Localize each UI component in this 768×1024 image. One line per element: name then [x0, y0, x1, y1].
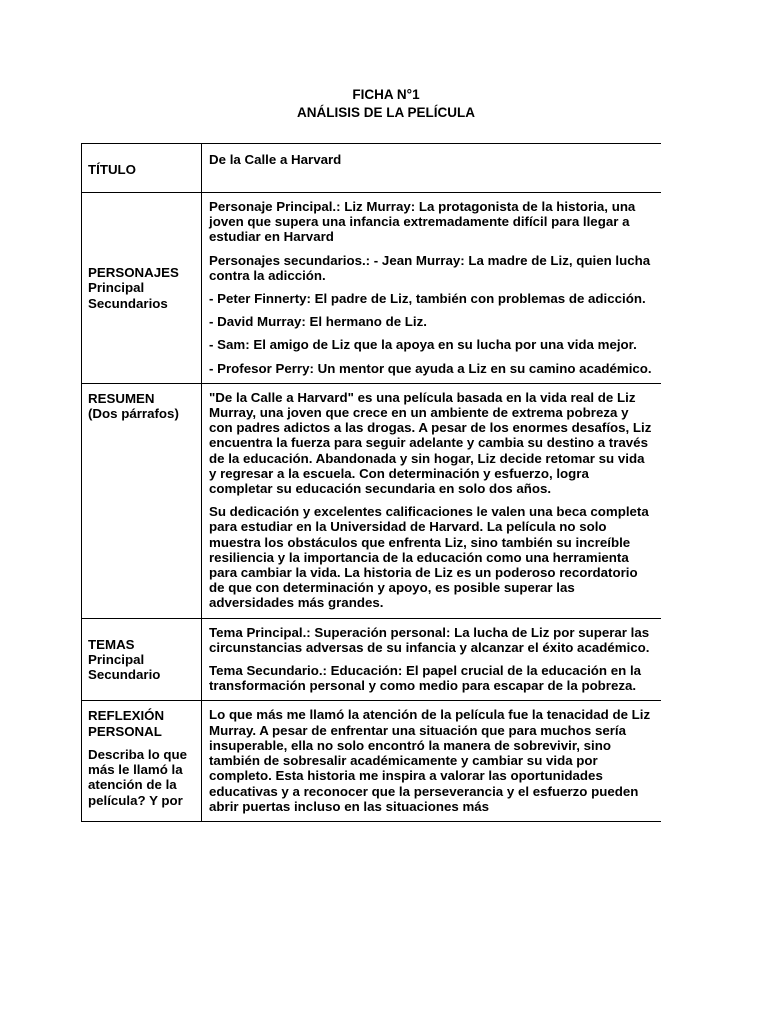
- label-resumen: [82, 383, 202, 618]
- label-temas: [82, 618, 202, 701]
- label-personajes-line: PERSONAJES: [88, 265, 179, 281]
- label-reflexion-question: Describa lo que más le llamó la atención de la película? Y por: [88, 746, 188, 808]
- label-personajes: [82, 193, 202, 384]
- row-temas: [82, 618, 662, 701]
- label-personajes-line: Principal: [88, 280, 145, 296]
- reflexion-paragraph: Lo que más me llamó la atención de la película fue la tenacidad de Liz Murray. A pesar de enfrentar una situación que para muchos sería insuperable, ella no solo encontró la manera de sobrevivir, sino también de sobresalir académicamente y cambiar su vida por completo. Esta historia me inspira a valorar las oportunidades educativas y a reconocer que la perseverancia y el esfuerzo pueden abrir puertas incluso en las situaciones más: [209, 707, 651, 814]
- row-personajes: [82, 193, 662, 384]
- label-titulo-text: TÍTULO: [88, 162, 137, 178]
- label-temas-line: TEMAS: [88, 636, 135, 652]
- value-personajes: [202, 193, 662, 384]
- label-resumen-line: RESUMEN: [88, 390, 155, 406]
- label-reflexion: [82, 701, 202, 821]
- label-temas-line: Principal: [88, 651, 145, 667]
- row-resumen: [82, 383, 662, 618]
- label-reflexion-line: PERSONAL: [88, 723, 162, 739]
- label-temas-line: Secundario: [88, 667, 161, 683]
- row-titulo: [82, 144, 662, 193]
- value-resumen: [202, 383, 662, 618]
- row-reflexion: [82, 701, 662, 821]
- label-personajes-line: Secundarios: [88, 295, 168, 311]
- document-title: ANÁLISIS DE LA PELÍCULA: [296, 105, 475, 120]
- personajes-paragraph: - David Murray: El hermano de Liz.: [209, 314, 427, 330]
- temas-paragraph: Tema Secundario.: Educación: El papel crucial de la educación en la transformación personal y como medio para escapar de la pobreza.: [209, 663, 642, 694]
- ficha-number: FICHA N°1: [352, 87, 420, 102]
- personajes-paragraph: - Peter Finnerty: El padre de Liz, también con problemas de adicción.: [209, 291, 646, 307]
- temas-paragraph: Tema Principal.: Superación personal: La lucha de Liz por superar las circunstancias adversas de su infancia y alcanzar el éxito académico.: [209, 624, 650, 655]
- ficha-sheet: [81, 143, 661, 934]
- value-reflexion: [202, 701, 662, 821]
- resumen-paragraph: "De la Calle a Harvard" es una película basada en la vida real de Liz Murray, una joven que crece en un ambiente de extrema pobreza y con padres adictos a las drogas. A pesar de los enormes desafíos, Liz encuentra la fuerza para seguir adelante y cambia su destino a través de la educación. Abandonada y sin hogar, Liz decide retomar su vida y regresar a la escuela. Con determinación y esfuerzo, logra completar su educación secundaria en solo dos años.: [209, 389, 652, 497]
- resumen-paragraph: Su dedicación y excelentes calificaciones le valen una beca completa para estudiar en la Universidad de Harvard. La película no solo muestra los obstáculos que enfrenta Liz, sino también su increíble resiliencia y la importancia de la educación como una herramienta para cambiar la vida. La historia de Liz es un poderoso recordatorio de que con determinación y apoyo, es posible superar las adversidades más grandes.: [209, 504, 649, 611]
- value-titulo: [202, 144, 662, 193]
- label-spacer: [88, 739, 197, 747]
- label-reflexion-line: REFLEXIÓN: [88, 708, 165, 724]
- ficha-table: [81, 143, 661, 822]
- label-resumen-line: (Dos párrafos): [88, 406, 179, 422]
- document-header: [0, 86, 768, 122]
- personajes-paragraph: Personaje Principal.: Liz Murray: La protagonista de la historia, una joven que supera una infancia extremadamente difícil para llegar a estudiar en Harvard: [209, 199, 636, 245]
- value-temas: [202, 618, 662, 701]
- movie-title: De la Calle a Harvard: [209, 152, 342, 167]
- personajes-paragraph: - Profesor Perry: Un mentor que ayuda a Liz en su camino académico.: [209, 360, 652, 376]
- personajes-paragraph: - Sam: El amigo de Liz que la apoya en su lucha por una vida mejor.: [209, 337, 637, 353]
- personajes-paragraph: Personajes secundarios.: - Jean Murray: La madre de Liz, quien lucha contra la adicción.: [209, 252, 651, 283]
- label-titulo: [82, 144, 202, 193]
